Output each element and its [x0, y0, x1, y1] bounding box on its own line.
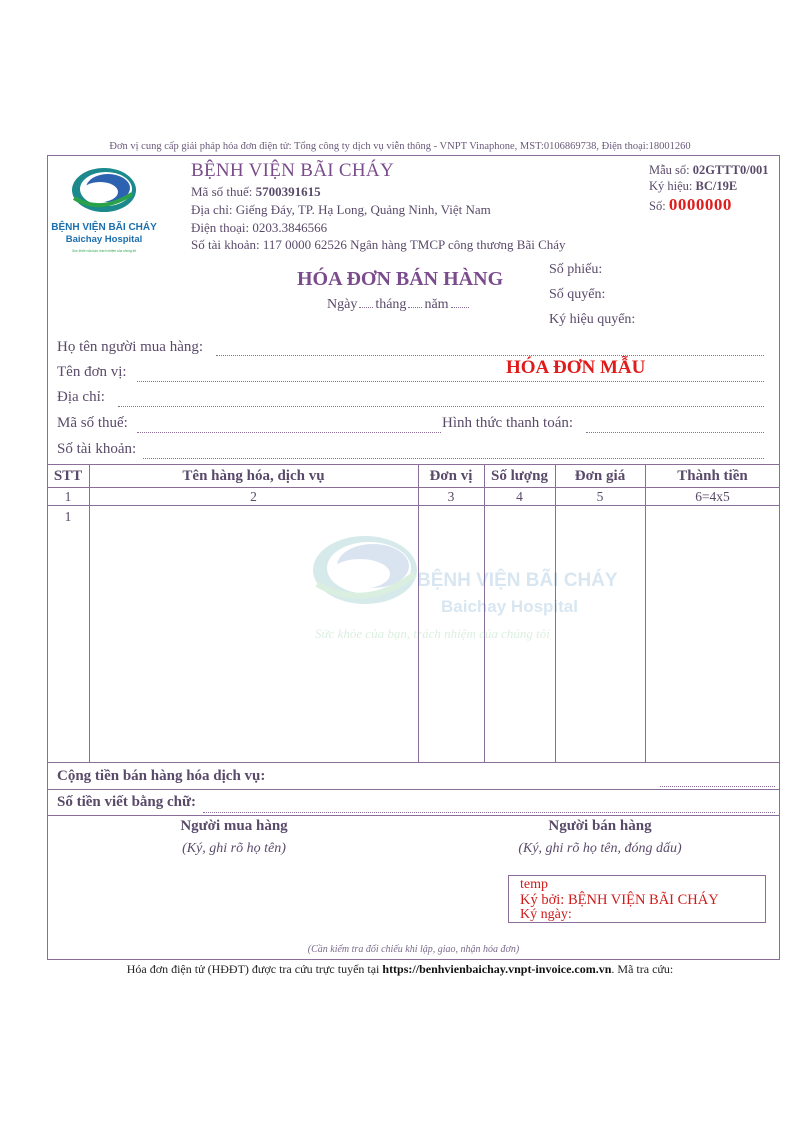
invoice-serial-value: 0000000 [668, 195, 732, 214]
col-number: 3 [447, 489, 455, 504]
invoice-serial: Số: 0000000 [649, 195, 732, 214]
verification-note: (Cần kiểm tra đối chiếu khi lập, giao, nhận hóa đơn) [307, 944, 520, 955]
buyer-address-label: Địa chỉ: [57, 389, 105, 405]
amount-in-words-label: Số tiền viết bằng chữ: [57, 794, 197, 810]
svg-text:Baichay Hospital: Baichay Hospital [441, 597, 578, 616]
col-header-unit: Đơn vị [429, 468, 473, 484]
table-number-border [47, 505, 780, 506]
seller-tax: Mã số thuế: 5700391615 [191, 184, 321, 199]
buyer-unit-label: Tên đơn vị: [57, 364, 127, 380]
words-divider [47, 815, 780, 816]
invoice-date: Ngày tháng năm [327, 297, 471, 313]
watermark-emblem-icon [305, 530, 618, 650]
form-number: Mẫu số: 02GTTT0/001 [649, 163, 769, 177]
buyer-name-field[interactable] [216, 355, 764, 356]
seller-signature-hint: (Ký, ghi rõ họ tên, đóng dấu) [518, 841, 682, 856]
seller-name: BỆNH VIỆN BÃI CHÁY [191, 160, 394, 181]
total-sum-label: Cộng tiền bán hàng hóa dịch vụ: [57, 768, 266, 784]
svg-text:BỆNH VIỆN BÃI CHÁY: BỆNH VIỆN BÃI CHÁY [417, 570, 618, 591]
col-header-item: Tên hàng hóa, dịch vụ [182, 468, 325, 484]
voucher-book-symbol: Ký hiệu quyển: [549, 312, 636, 327]
provider-line: Đơn vị cung cấp giải pháp hóa đơn điện tử: Tổng công ty dịch vụ viễn thông - VNPT Vinaphone, MST:0106869738, Điện thoại:18001260 [109, 141, 691, 152]
buyer-account-field[interactable] [143, 458, 764, 459]
hospital-logo [51, 164, 157, 256]
svg-text:Sức khỏe của bạn, trách nhiệm: Sức khỏe của bạn, trách nhiệm của chúng tôi [315, 626, 550, 641]
table-bottom-border [47, 762, 780, 763]
buyer-signature-hint: (Ký, ghi rõ họ tên) [182, 841, 286, 856]
col-number: 1 [64, 489, 72, 504]
seller-address: Địa chỉ: Giếng Đáy, TP. Hạ Long, Quảng Ninh, Việt Nam [191, 202, 491, 217]
seller-account: Số tài khoản: 117 0000 62526 Ngân hàng TMCP công thương Bãi Cháy [191, 237, 566, 252]
voucher-book: Số quyển: [549, 287, 606, 302]
table-header-border [47, 487, 780, 488]
buyer-tax-field[interactable] [137, 432, 441, 433]
logo-slogan: Sức khỏe của bạn, trách nhiệm của chúng tôi [71, 249, 137, 253]
col-header-quantity: Số lượng [491, 468, 548, 484]
buyer-name-label: Họ tên người mua hàng: [57, 339, 204, 355]
seller-signature-title: Người bán hàng [548, 818, 652, 834]
col-number: 6=4x5 [695, 489, 730, 504]
col-number: 5 [596, 489, 604, 504]
seller-phone: Điện thoại: 0203.3846566 [191, 220, 328, 235]
col-divider [89, 464, 90, 762]
logo-emblem-icon [51, 164, 157, 256]
buyer-unit-field[interactable] [137, 381, 764, 382]
col-header-price: Đơn giá [574, 468, 626, 484]
total-sum-value[interactable] [660, 786, 775, 787]
col-header-stt: STT [53, 468, 83, 484]
table-row-stt: 1 [64, 510, 72, 525]
lookup-footer: Hóa đơn điện tử (HĐĐT) được tra cứu trực tuyến tại https://benhvienbaichay.vnpt-invoice.com.vn. Mã tra cứu: [126, 962, 674, 976]
buyer-signature-title: Người mua hàng [180, 818, 288, 834]
buyer-tax-label: Mã số thuế: [57, 415, 128, 431]
payment-method-label: Hình thức thanh toán: [442, 415, 574, 431]
buyer-address-field[interactable] [118, 406, 764, 407]
seller-tax-value: 5700391615 [255, 184, 321, 199]
digital-signature-box [508, 875, 766, 923]
lookup-url[interactable]: https://benhvienbaichay.vnpt-invoice.com.vn [382, 962, 612, 976]
buyer-account-label: Số tài khoản: [57, 441, 137, 457]
signature-date: Ký ngày: [520, 907, 572, 922]
amount-in-words-field[interactable] [203, 812, 775, 813]
logo-name: BỆNH VIỆN BÃI CHÁY [51, 222, 157, 233]
totals-divider [47, 789, 780, 790]
col-number: 2 [250, 489, 257, 504]
table-top-border [47, 464, 780, 465]
col-header-amount: Thành tiền [677, 468, 748, 484]
sample-invoice-stamp: HÓA ĐƠN MẪU [506, 357, 646, 378]
logo-subname: Baichay Hospital [65, 234, 143, 245]
payment-method-field[interactable] [586, 432, 764, 433]
signature-temp: temp [520, 877, 548, 892]
signature-signed-by: Ký bởi: BỆNH VIỆN BÃI CHÁY [520, 892, 719, 908]
col-number: 4 [516, 489, 523, 504]
col-divider [645, 464, 646, 762]
voucher-number: Số phiếu: [549, 262, 603, 277]
invoice-title: HÓA ĐƠN BÁN HÀNG [297, 268, 504, 290]
form-symbol: Ký hiệu: BC/19E [649, 179, 738, 193]
watermark-logo [305, 530, 618, 650]
